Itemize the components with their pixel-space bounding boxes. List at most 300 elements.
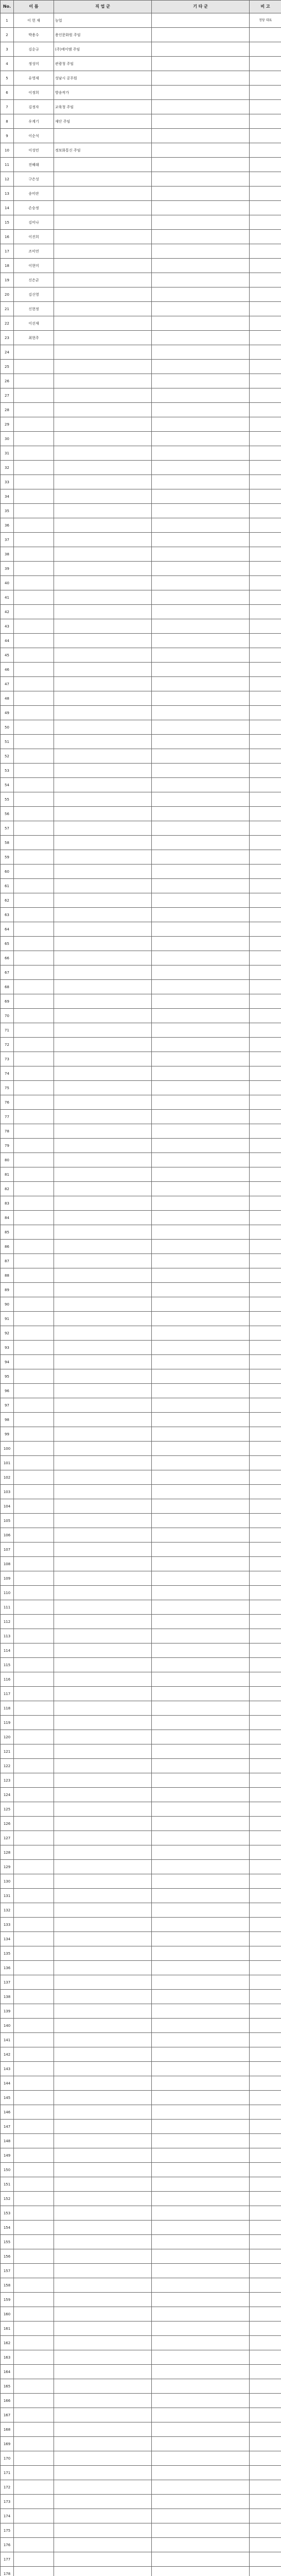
table-row	[1, 1730, 281, 1744]
previous-job	[152, 1312, 250, 1326]
member-name: 이정희	[14, 86, 54, 100]
current-job	[54, 951, 152, 965]
member-name	[14, 1975, 54, 1990]
note	[250, 2321, 281, 2336]
current-job	[54, 1802, 152, 1817]
table-row	[1, 836, 281, 850]
previous-job	[152, 1369, 250, 1384]
note	[250, 2509, 281, 2523]
table-row	[1, 807, 281, 821]
member-name	[14, 1990, 54, 2004]
current-job	[54, 1600, 152, 1615]
previous-job	[152, 749, 250, 764]
previous-job	[152, 663, 250, 677]
row-number: 21	[1, 302, 14, 316]
member-name	[14, 1831, 54, 1845]
row-number: 84	[1, 1211, 14, 1225]
table-row	[1, 1240, 281, 1254]
previous-job	[152, 1528, 250, 1543]
row-number: 39	[1, 562, 14, 576]
current-job	[54, 1413, 152, 1427]
member-name	[14, 1326, 54, 1341]
current-job	[54, 2264, 152, 2278]
current-job	[54, 1341, 152, 1355]
row-number: 78	[1, 1124, 14, 1139]
table-row	[1, 71, 281, 86]
note	[250, 1773, 281, 1788]
row-number: 169	[1, 2437, 14, 2451]
row-number: 63	[1, 908, 14, 922]
table-row	[1, 951, 281, 965]
row-number: 61	[1, 879, 14, 893]
previous-job	[152, 1254, 250, 1268]
table-body	[1, 13, 281, 2576]
previous-job	[152, 1326, 250, 1341]
member-name	[14, 1369, 54, 1384]
member-name	[14, 1312, 54, 1326]
table-row	[1, 57, 281, 71]
member-name	[14, 2148, 54, 2163]
note	[250, 345, 281, 360]
previous-job	[152, 13, 250, 28]
current-job	[54, 2120, 152, 2134]
table-row	[1, 1817, 281, 1831]
table-row	[1, 2495, 281, 2509]
note	[250, 2221, 281, 2235]
current-job	[54, 129, 152, 143]
member-name	[14, 2408, 54, 2422]
note	[250, 1369, 281, 1384]
member-name	[14, 1485, 54, 1499]
row-number: 70	[1, 1009, 14, 1023]
previous-job	[152, 1817, 250, 1831]
note	[250, 2264, 281, 2278]
previous-job	[152, 1009, 250, 1023]
current-job: 용인문화원 주임	[54, 28, 152, 42]
member-name	[14, 533, 54, 547]
row-number: 127	[1, 1831, 14, 1845]
row-number: 107	[1, 1543, 14, 1557]
member-name	[14, 1413, 54, 1427]
member-name	[14, 1615, 54, 1629]
note	[250, 1543, 281, 1557]
member-name	[14, 1860, 54, 1874]
row-number: 47	[1, 677, 14, 691]
member-name	[14, 865, 54, 879]
current-job	[54, 1629, 152, 1643]
table-row	[1, 850, 281, 865]
previous-job	[152, 2134, 250, 2148]
row-number: 135	[1, 1946, 14, 1961]
table-row	[1, 2293, 281, 2307]
row-number: 177	[1, 2552, 14, 2567]
current-job	[54, 1081, 152, 1095]
note	[250, 1485, 281, 1499]
current-job	[54, 1182, 152, 1196]
table-row	[1, 1196, 281, 1211]
member-name	[14, 1658, 54, 1672]
previous-job	[152, 1543, 250, 1557]
member-name	[14, 1470, 54, 1485]
previous-job	[152, 1081, 250, 1095]
table-row	[1, 1139, 281, 1153]
member-name	[14, 1672, 54, 1687]
previous-job	[152, 764, 250, 778]
previous-job	[152, 71, 250, 86]
member-name: 손승정	[14, 201, 54, 215]
current-job	[54, 446, 152, 461]
table-row	[1, 1975, 281, 1990]
member-name	[14, 850, 54, 865]
previous-job	[152, 605, 250, 619]
member-name	[14, 1225, 54, 1240]
note	[250, 1744, 281, 1759]
current-job	[54, 1730, 152, 1744]
current-job	[54, 1845, 152, 1860]
current-job	[54, 720, 152, 735]
previous-job	[152, 1845, 250, 1860]
current-job	[54, 533, 152, 547]
table-row	[1, 215, 281, 230]
row-number: 30	[1, 432, 14, 446]
row-number: 79	[1, 1139, 14, 1153]
current-job	[54, 1918, 152, 1932]
previous-job	[152, 1918, 250, 1932]
note	[250, 908, 281, 922]
previous-job	[152, 1240, 250, 1254]
current-job: (주)에이엠 주임	[54, 42, 152, 57]
member-name	[14, 2019, 54, 2033]
member-name	[14, 360, 54, 374]
note	[250, 489, 281, 504]
row-number: 141	[1, 2033, 14, 2047]
row-number: 99	[1, 1427, 14, 1442]
note	[250, 71, 281, 86]
note	[250, 1456, 281, 1470]
table-row	[1, 2509, 281, 2523]
table-row	[1, 1643, 281, 1658]
note	[250, 893, 281, 908]
row-number: 45	[1, 648, 14, 663]
table-row	[1, 1066, 281, 1081]
header-note: 비 고	[250, 1, 281, 13]
current-job	[54, 937, 152, 951]
current-job	[54, 1066, 152, 1081]
previous-job	[152, 1802, 250, 1817]
note	[250, 2206, 281, 2221]
row-number: 56	[1, 807, 14, 821]
member-name	[14, 792, 54, 807]
current-job	[54, 1139, 152, 1153]
note	[250, 2062, 281, 2076]
note	[250, 2192, 281, 2206]
current-job	[54, 1543, 152, 1557]
row-number: 155	[1, 2235, 14, 2249]
row-number: 28	[1, 403, 14, 417]
row-number: 128	[1, 1845, 14, 1860]
note	[250, 590, 281, 605]
current-job	[54, 807, 152, 821]
row-number: 65	[1, 937, 14, 951]
table-row	[1, 1341, 281, 1355]
row-number: 123	[1, 1773, 14, 1788]
note	[250, 1918, 281, 1932]
previous-job	[152, 562, 250, 576]
previous-job	[152, 2192, 250, 2206]
note	[250, 1499, 281, 1514]
row-number: 76	[1, 1095, 14, 1110]
current-job	[54, 2047, 152, 2062]
current-job	[54, 2004, 152, 2019]
note	[250, 244, 281, 259]
current-job: 교육청 주임	[54, 100, 152, 114]
row-number: 17	[1, 244, 14, 259]
row-number: 73	[1, 1052, 14, 1066]
note	[250, 1196, 281, 1211]
note	[250, 403, 281, 417]
current-job	[54, 965, 152, 980]
member-name	[14, 1817, 54, 1831]
current-job	[54, 201, 152, 215]
previous-job	[152, 273, 250, 287]
previous-job	[152, 2379, 250, 2394]
table-row	[1, 13, 281, 28]
current-job	[54, 1716, 152, 1730]
previous-job	[152, 1066, 250, 1081]
table-row	[1, 1110, 281, 1124]
row-number: 42	[1, 605, 14, 619]
row-number: 16	[1, 230, 14, 244]
member-name: 김정자	[14, 100, 54, 114]
previous-job	[152, 2567, 250, 2576]
previous-job	[152, 576, 250, 590]
member-name	[14, 1701, 54, 1716]
table-row	[1, 1312, 281, 1326]
row-number: 101	[1, 1456, 14, 1470]
note	[250, 2523, 281, 2538]
table-row	[1, 2148, 281, 2163]
row-number: 160	[1, 2307, 14, 2321]
table-row	[1, 2264, 281, 2278]
current-job	[54, 1023, 152, 1038]
note	[250, 1643, 281, 1658]
table-row	[1, 114, 281, 129]
current-job	[54, 1759, 152, 1773]
note	[250, 158, 281, 172]
note	[250, 201, 281, 215]
previous-job	[152, 114, 250, 129]
row-number: 43	[1, 619, 14, 634]
member-name	[14, 2307, 54, 2321]
current-job	[54, 1788, 152, 1802]
previous-job	[152, 230, 250, 244]
row-number: 82	[1, 1182, 14, 1196]
note	[250, 879, 281, 893]
previous-job	[152, 215, 250, 230]
current-job	[54, 1110, 152, 1124]
previous-job	[152, 821, 250, 836]
current-job	[54, 345, 152, 360]
previous-job	[152, 994, 250, 1009]
previous-job	[152, 28, 250, 42]
row-number: 118	[1, 1701, 14, 1716]
note	[250, 1557, 281, 1571]
row-number: 69	[1, 994, 14, 1009]
table-row	[1, 922, 281, 937]
member-name	[14, 1196, 54, 1211]
note	[250, 1297, 281, 1312]
row-number: 3	[1, 42, 14, 57]
table-row	[1, 1701, 281, 1716]
current-job	[54, 1889, 152, 1903]
previous-job	[152, 1052, 250, 1066]
previous-job	[152, 1110, 250, 1124]
previous-job	[152, 1744, 250, 1759]
member-name: 이순석	[14, 129, 54, 143]
note	[250, 1254, 281, 1268]
row-number: 105	[1, 1514, 14, 1528]
row-number: 132	[1, 1903, 14, 1918]
previous-job	[152, 302, 250, 316]
row-number: 138	[1, 1990, 14, 2004]
row-number: 150	[1, 2163, 14, 2177]
row-number: 62	[1, 893, 14, 908]
member-name	[14, 1528, 54, 1543]
row-number: 106	[1, 1528, 14, 1543]
previous-job	[152, 129, 250, 143]
table-row	[1, 1254, 281, 1268]
header-name: 이 름	[14, 1, 54, 13]
member-name	[14, 619, 54, 634]
current-job	[54, 2206, 152, 2221]
row-number: 31	[1, 446, 14, 461]
member-name	[14, 677, 54, 691]
table-row	[1, 980, 281, 994]
previous-job	[152, 1196, 250, 1211]
row-number: 168	[1, 2422, 14, 2437]
row-number: 151	[1, 2177, 14, 2192]
table-row	[1, 187, 281, 201]
member-name	[14, 2192, 54, 2206]
note	[250, 1312, 281, 1326]
current-job	[54, 2192, 152, 2206]
current-job	[54, 1990, 152, 2004]
table-row	[1, 2307, 281, 2321]
note	[250, 980, 281, 994]
previous-job	[152, 2509, 250, 2523]
previous-job	[152, 2495, 250, 2509]
table-row	[1, 1268, 281, 1283]
note	[250, 230, 281, 244]
member-name	[14, 965, 54, 980]
table-row	[1, 2278, 281, 2293]
member-name: 최현주	[14, 331, 54, 345]
table-row	[1, 547, 281, 562]
previous-job	[152, 735, 250, 749]
note	[250, 720, 281, 735]
current-job	[54, 287, 152, 302]
row-number: 147	[1, 2120, 14, 2134]
table-row	[1, 1153, 281, 1167]
previous-job	[152, 1398, 250, 1413]
current-job	[54, 605, 152, 619]
note	[250, 1442, 281, 1456]
member-name	[14, 2163, 54, 2177]
row-number: 122	[1, 1759, 14, 1773]
member-name	[14, 836, 54, 850]
note	[250, 417, 281, 432]
note	[250, 129, 281, 143]
table-row	[1, 994, 281, 1009]
current-job	[54, 2091, 152, 2105]
note	[250, 1283, 281, 1297]
previous-job	[152, 1268, 250, 1283]
member-name	[14, 2365, 54, 2379]
current-job	[54, 1586, 152, 1600]
note	[250, 1701, 281, 1716]
current-job	[54, 893, 152, 908]
previous-job	[152, 2177, 250, 2192]
table-row	[1, 1355, 281, 1369]
current-job	[54, 2134, 152, 2148]
member-name	[14, 764, 54, 778]
note	[250, 619, 281, 634]
row-number: 166	[1, 2394, 14, 2408]
table-row	[1, 2379, 281, 2394]
row-number: 57	[1, 821, 14, 836]
row-number: 5	[1, 71, 14, 86]
previous-job	[152, 1831, 250, 1845]
current-job	[54, 547, 152, 562]
current-job	[54, 1225, 152, 1240]
table-row	[1, 403, 281, 417]
table-row	[1, 28, 281, 42]
row-number: 2	[1, 28, 14, 42]
note	[250, 1268, 281, 1283]
row-number: 13	[1, 187, 14, 201]
member-name	[14, 951, 54, 965]
member-name: 이현미	[14, 259, 54, 273]
current-job	[54, 2466, 152, 2480]
current-job	[54, 2019, 152, 2033]
note	[250, 2567, 281, 2576]
table-row	[1, 388, 281, 403]
table-row	[1, 1095, 281, 1110]
previous-job	[152, 2019, 250, 2033]
row-number: 11	[1, 158, 14, 172]
note	[250, 1802, 281, 1817]
current-job	[54, 244, 152, 259]
member-name	[14, 1918, 54, 1932]
current-job	[54, 576, 152, 590]
note	[250, 273, 281, 287]
table-row	[1, 720, 281, 735]
row-number: 165	[1, 2379, 14, 2394]
table-row	[1, 2221, 281, 2235]
current-job	[54, 850, 152, 865]
note	[250, 634, 281, 648]
table-row	[1, 2019, 281, 2033]
previous-job	[152, 1586, 250, 1600]
table-row	[1, 792, 281, 807]
note	[250, 1730, 281, 1744]
member-name	[14, 1038, 54, 1052]
previous-job	[152, 1889, 250, 1903]
row-number: 87	[1, 1254, 14, 1268]
table-row	[1, 1629, 281, 1643]
note	[250, 2148, 281, 2163]
row-number: 25	[1, 360, 14, 374]
